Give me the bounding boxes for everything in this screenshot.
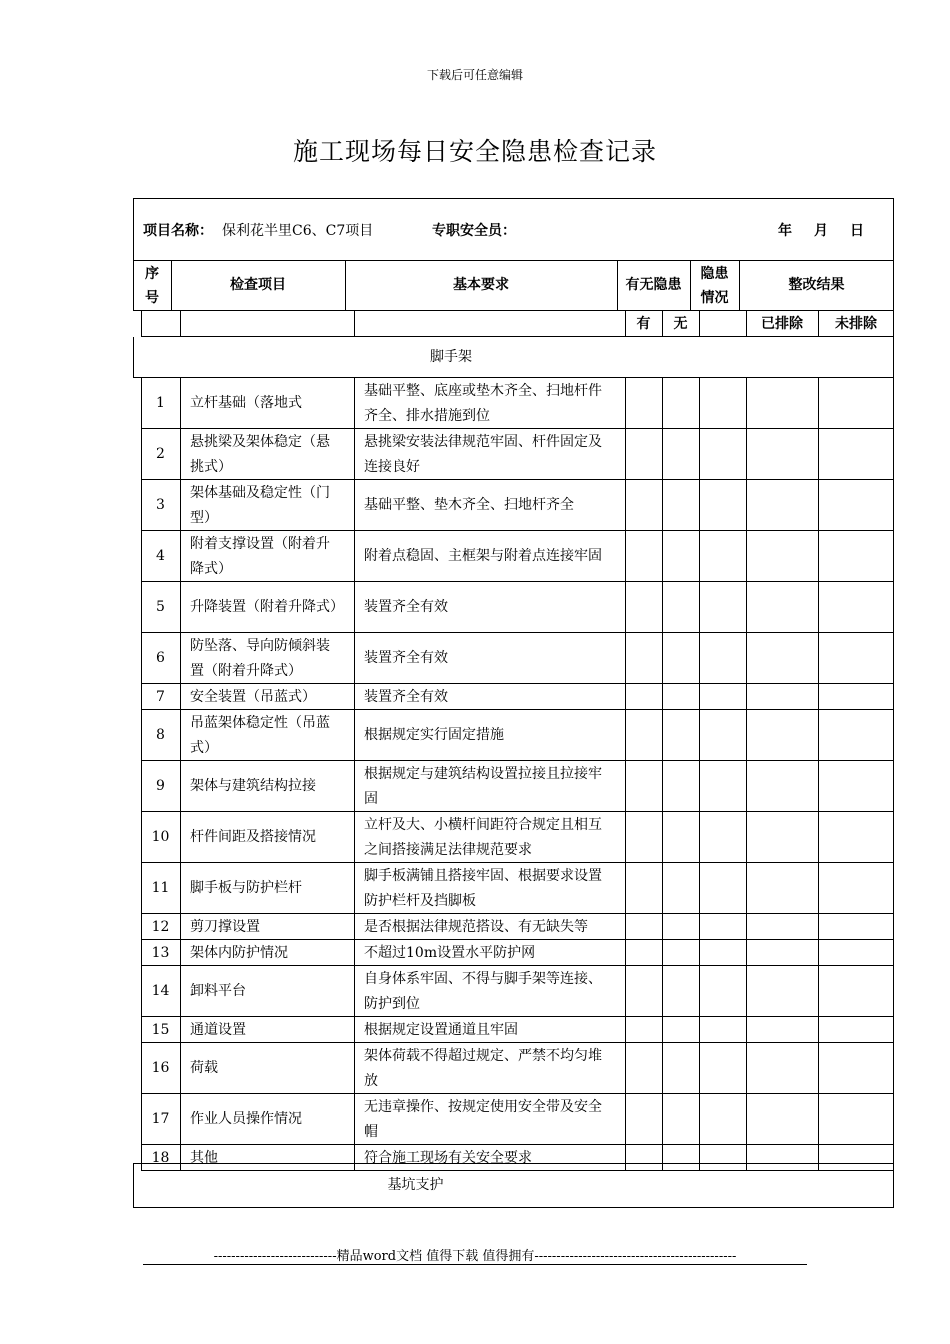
- row-hazard-status[interactable]: [699, 914, 746, 940]
- row-eliminated[interactable]: [746, 1043, 818, 1094]
- row-number: 9: [156, 778, 165, 794]
- row-hazard-status[interactable]: [699, 429, 746, 480]
- row-item: 架体内防护情况: [190, 944, 288, 961]
- row-item: 脚手板与防护栏杆: [190, 880, 302, 896]
- header-result: 整改结果: [788, 277, 845, 293]
- header-item: 检查项目: [230, 277, 286, 293]
- row-hazard-yes[interactable]: [625, 480, 662, 531]
- row-hazard-status[interactable]: [699, 812, 746, 863]
- row-number: 5: [156, 599, 165, 615]
- row-item: 架体基础及稳定性（门型）: [190, 484, 330, 526]
- row-hazard-no[interactable]: [662, 914, 699, 940]
- row-eliminated[interactable]: [746, 966, 818, 1017]
- footer-rule: [143, 1264, 807, 1265]
- row-item: 吊蓝架体稳定性（吊蓝式）: [190, 714, 330, 756]
- footer-text: ----------------------------精品word文档 值得下载 值得拥有----------------------------------------------: [213, 1249, 737, 1264]
- row-hazard-status[interactable]: [699, 531, 746, 582]
- subheader-yes: 有: [636, 315, 651, 332]
- row-requirement: 立杆及大、小横杆间距符合规定且相互之间搭接满足法律规范要求: [364, 816, 602, 858]
- row-item: 卸料平台: [190, 983, 246, 999]
- row-requirement: 附着点稳固、主框架与附着点连接牢固: [364, 548, 602, 564]
- row-eliminated[interactable]: [746, 684, 818, 710]
- row-item: 通道设置: [190, 1021, 246, 1038]
- row-requirement: 悬挑梁安装法律规范牢固、杆件固定及连接良好: [364, 433, 602, 475]
- row-hazard-yes[interactable]: [625, 633, 662, 684]
- row-hazard-status[interactable]: [699, 1043, 746, 1094]
- row-number: 4: [156, 548, 165, 564]
- row-requirement: 装置齐全有效: [364, 599, 448, 615]
- row-hazard-no[interactable]: [662, 633, 699, 684]
- row-hazard-status[interactable]: [699, 966, 746, 1017]
- row-number: 7: [156, 688, 165, 705]
- subheader-no: 无: [673, 315, 688, 332]
- row-not-eliminated[interactable]: [818, 710, 894, 761]
- row-number: 14: [151, 983, 170, 999]
- header-hazard: 有无隐患: [625, 277, 682, 293]
- row-hazard-no[interactable]: [662, 710, 699, 761]
- row-number: 3: [156, 497, 165, 513]
- row-hazard-yes[interactable]: [625, 531, 662, 582]
- row-item: 附着支撑设置（附着升降式）: [190, 535, 330, 577]
- row-not-eliminated[interactable]: [818, 531, 894, 582]
- row-hazard-status[interactable]: [699, 582, 746, 633]
- row-not-eliminated[interactable]: [818, 480, 894, 531]
- row-number: 2: [156, 446, 165, 462]
- row-hazard-no[interactable]: [662, 761, 699, 812]
- row-hazard-yes[interactable]: [625, 1094, 662, 1145]
- row-hazard-yes[interactable]: [625, 940, 662, 966]
- row-number: 18: [151, 1149, 170, 1166]
- row-eliminated[interactable]: [746, 633, 818, 684]
- row-hazard-yes[interactable]: [625, 1043, 662, 1094]
- row-not-eliminated[interactable]: [818, 429, 894, 480]
- row-hazard-no[interactable]: [662, 1017, 699, 1043]
- row-hazard-status[interactable]: [699, 480, 746, 531]
- section-scaffolding-label: 脚手架: [430, 349, 472, 365]
- row-not-eliminated[interactable]: [818, 812, 894, 863]
- header-seq: 序 号: [145, 265, 159, 306]
- row-hazard-yes[interactable]: [625, 914, 662, 940]
- row-number: 1: [156, 395, 165, 411]
- row-not-eliminated[interactable]: [818, 1043, 894, 1094]
- row-eliminated[interactable]: [746, 940, 818, 966]
- safety-officer-label: 专职安全员：: [432, 223, 516, 239]
- row-hazard-no[interactable]: [662, 582, 699, 633]
- row-hazard-status[interactable]: [699, 378, 746, 429]
- row-eliminated[interactable]: [746, 531, 818, 582]
- row-hazard-no[interactable]: [662, 940, 699, 966]
- row-hazard-yes[interactable]: [625, 378, 662, 429]
- row-hazard-status[interactable]: [699, 863, 746, 914]
- row-hazard-yes[interactable]: [625, 710, 662, 761]
- row-hazard-status[interactable]: [699, 940, 746, 966]
- row-requirement: 无违章操作、按规定使用安全带及安全帽: [364, 1098, 602, 1140]
- date-day: 日: [850, 223, 864, 239]
- subheader-not-eliminated: 未排除: [835, 315, 877, 332]
- row-hazard-no[interactable]: [662, 429, 699, 480]
- row-eliminated[interactable]: [746, 812, 818, 863]
- row-hazard-yes[interactable]: [625, 812, 662, 863]
- row-eliminated[interactable]: [746, 429, 818, 480]
- row-requirement: 架体荷载不得超过规定、严禁不均匀堆放: [364, 1047, 602, 1089]
- row-hazard-status[interactable]: [699, 1017, 746, 1043]
- row-not-eliminated[interactable]: [818, 582, 894, 633]
- row-item: 架体与建筑结构拉接: [190, 778, 316, 794]
- row-hazard-no[interactable]: [662, 863, 699, 914]
- row-hazard-no[interactable]: [662, 480, 699, 531]
- row-item: 升降装置（附着升降式）: [190, 599, 344, 615]
- row-number: 6: [156, 650, 165, 666]
- row-hazard-yes[interactable]: [625, 429, 662, 480]
- row-not-eliminated[interactable]: [818, 966, 894, 1017]
- row-not-eliminated[interactable]: [818, 761, 894, 812]
- row-number: 8: [156, 727, 165, 743]
- header-requirement: 基本要求: [453, 277, 509, 293]
- header-note: 下载后可任意编辑: [426, 68, 523, 82]
- row-hazard-no[interactable]: [662, 1043, 699, 1094]
- row-eliminated[interactable]: [746, 710, 818, 761]
- row-eliminated[interactable]: [746, 914, 818, 940]
- row-item: 安全装置（吊蓝式）: [190, 688, 316, 705]
- row-eliminated[interactable]: [746, 1017, 818, 1043]
- row-not-eliminated[interactable]: [818, 914, 894, 940]
- row-hazard-status[interactable]: [699, 633, 746, 684]
- header-hazard-status: 隐患 情况: [700, 265, 729, 306]
- row-not-eliminated[interactable]: [818, 940, 894, 966]
- row-hazard-status[interactable]: [699, 684, 746, 710]
- row-hazard-status[interactable]: [699, 761, 746, 812]
- subheader-divider: [354, 311, 355, 337]
- row-item: 作业人员操作情况: [190, 1111, 302, 1127]
- subheader-divider: [699, 311, 700, 337]
- row-not-eliminated[interactable]: [818, 633, 894, 684]
- project-name-label: 项目名称：: [143, 223, 213, 239]
- row-hazard-no[interactable]: [662, 531, 699, 582]
- row-eliminated[interactable]: [746, 480, 818, 531]
- row-eliminated[interactable]: [746, 761, 818, 812]
- row-requirement: 根据规定与建筑结构设置拉接且拉接牢固: [364, 765, 602, 807]
- row-requirement: 不超过10m设置水平防护网: [364, 944, 536, 961]
- row-item: 立杆基础（落地式: [190, 395, 302, 411]
- date-year: 年: [778, 223, 792, 239]
- row-number: 10: [151, 829, 170, 845]
- project-name-value: 保利花半里C6、C7项目: [222, 223, 374, 239]
- row-hazard-yes[interactable]: [625, 863, 662, 914]
- row-number: 13: [151, 944, 170, 961]
- row-requirement: 是否根据法律规范搭设、有无缺失等: [364, 918, 588, 935]
- page-title: 施工现场每日安全隐患检查记录: [292, 137, 657, 166]
- row-item: 其他: [190, 1149, 218, 1166]
- row-item: 剪刀撑设置: [190, 918, 260, 935]
- row-requirement: 脚手板满铺且搭接牢固、根据要求设置防护栏杆及挡脚板: [364, 867, 602, 909]
- row-item: 防坠落、导向防倾斜装置（附着升降式）: [190, 637, 330, 679]
- subheader-eliminated: 已排除: [761, 315, 803, 332]
- row-hazard-no[interactable]: [662, 378, 699, 429]
- row-requirement: 根据规定设置通道且牢固: [364, 1021, 518, 1038]
- row-hazard-yes[interactable]: [625, 582, 662, 633]
- row-number: 17: [151, 1111, 170, 1127]
- subheader-divider: [180, 311, 181, 337]
- row-not-eliminated[interactable]: [818, 1017, 894, 1043]
- row-requirement: 装置齐全有效: [364, 650, 448, 666]
- row-hazard-no[interactable]: [662, 1094, 699, 1145]
- row-eliminated[interactable]: [746, 378, 818, 429]
- row-hazard-yes[interactable]: [625, 1017, 662, 1043]
- row-hazard-yes[interactable]: [625, 761, 662, 812]
- row-item: 荷载: [190, 1060, 218, 1076]
- row-hazard-no[interactable]: [662, 812, 699, 863]
- row-hazard-no[interactable]: [662, 684, 699, 710]
- row-number: 15: [151, 1021, 170, 1038]
- row-eliminated[interactable]: [746, 863, 818, 914]
- row-not-eliminated[interactable]: [818, 1094, 894, 1145]
- row-requirement: 自身体系牢固、不得与脚手架等连接、防护到位: [364, 970, 602, 1012]
- row-number: 11: [151, 880, 170, 896]
- row-not-eliminated[interactable]: [818, 684, 894, 710]
- row-eliminated[interactable]: [746, 1094, 818, 1145]
- row-requirement: 符合施工现场有关安全要求: [364, 1149, 532, 1166]
- row-item: 杆件间距及搭接情况: [190, 829, 316, 845]
- row-hazard-yes[interactable]: [625, 966, 662, 1017]
- row-not-eliminated[interactable]: [818, 863, 894, 914]
- date-month: 月: [814, 223, 828, 239]
- row-not-eliminated[interactable]: [818, 378, 894, 429]
- row-requirement: 基础平整、底座或垫木齐全、扫地杆件齐全、排水措施到位: [364, 382, 602, 424]
- row-hazard-no[interactable]: [662, 966, 699, 1017]
- row-hazard-status[interactable]: [699, 710, 746, 761]
- row-requirement: 根据规定实行固定措施: [364, 727, 504, 743]
- section-foundation-pit-label: 基坑支护: [387, 1177, 444, 1193]
- row-hazard-yes[interactable]: [625, 684, 662, 710]
- row-item: 悬挑梁及架体稳定（悬挑式）: [190, 433, 330, 475]
- row-eliminated[interactable]: [746, 582, 818, 633]
- row-number: 16: [151, 1060, 170, 1076]
- row-requirement: 装置齐全有效: [364, 688, 448, 705]
- row-number: 12: [151, 918, 170, 935]
- row-hazard-status[interactable]: [699, 1094, 746, 1145]
- row-requirement: 基础平整、垫木齐全、扫地杆齐全: [364, 497, 574, 513]
